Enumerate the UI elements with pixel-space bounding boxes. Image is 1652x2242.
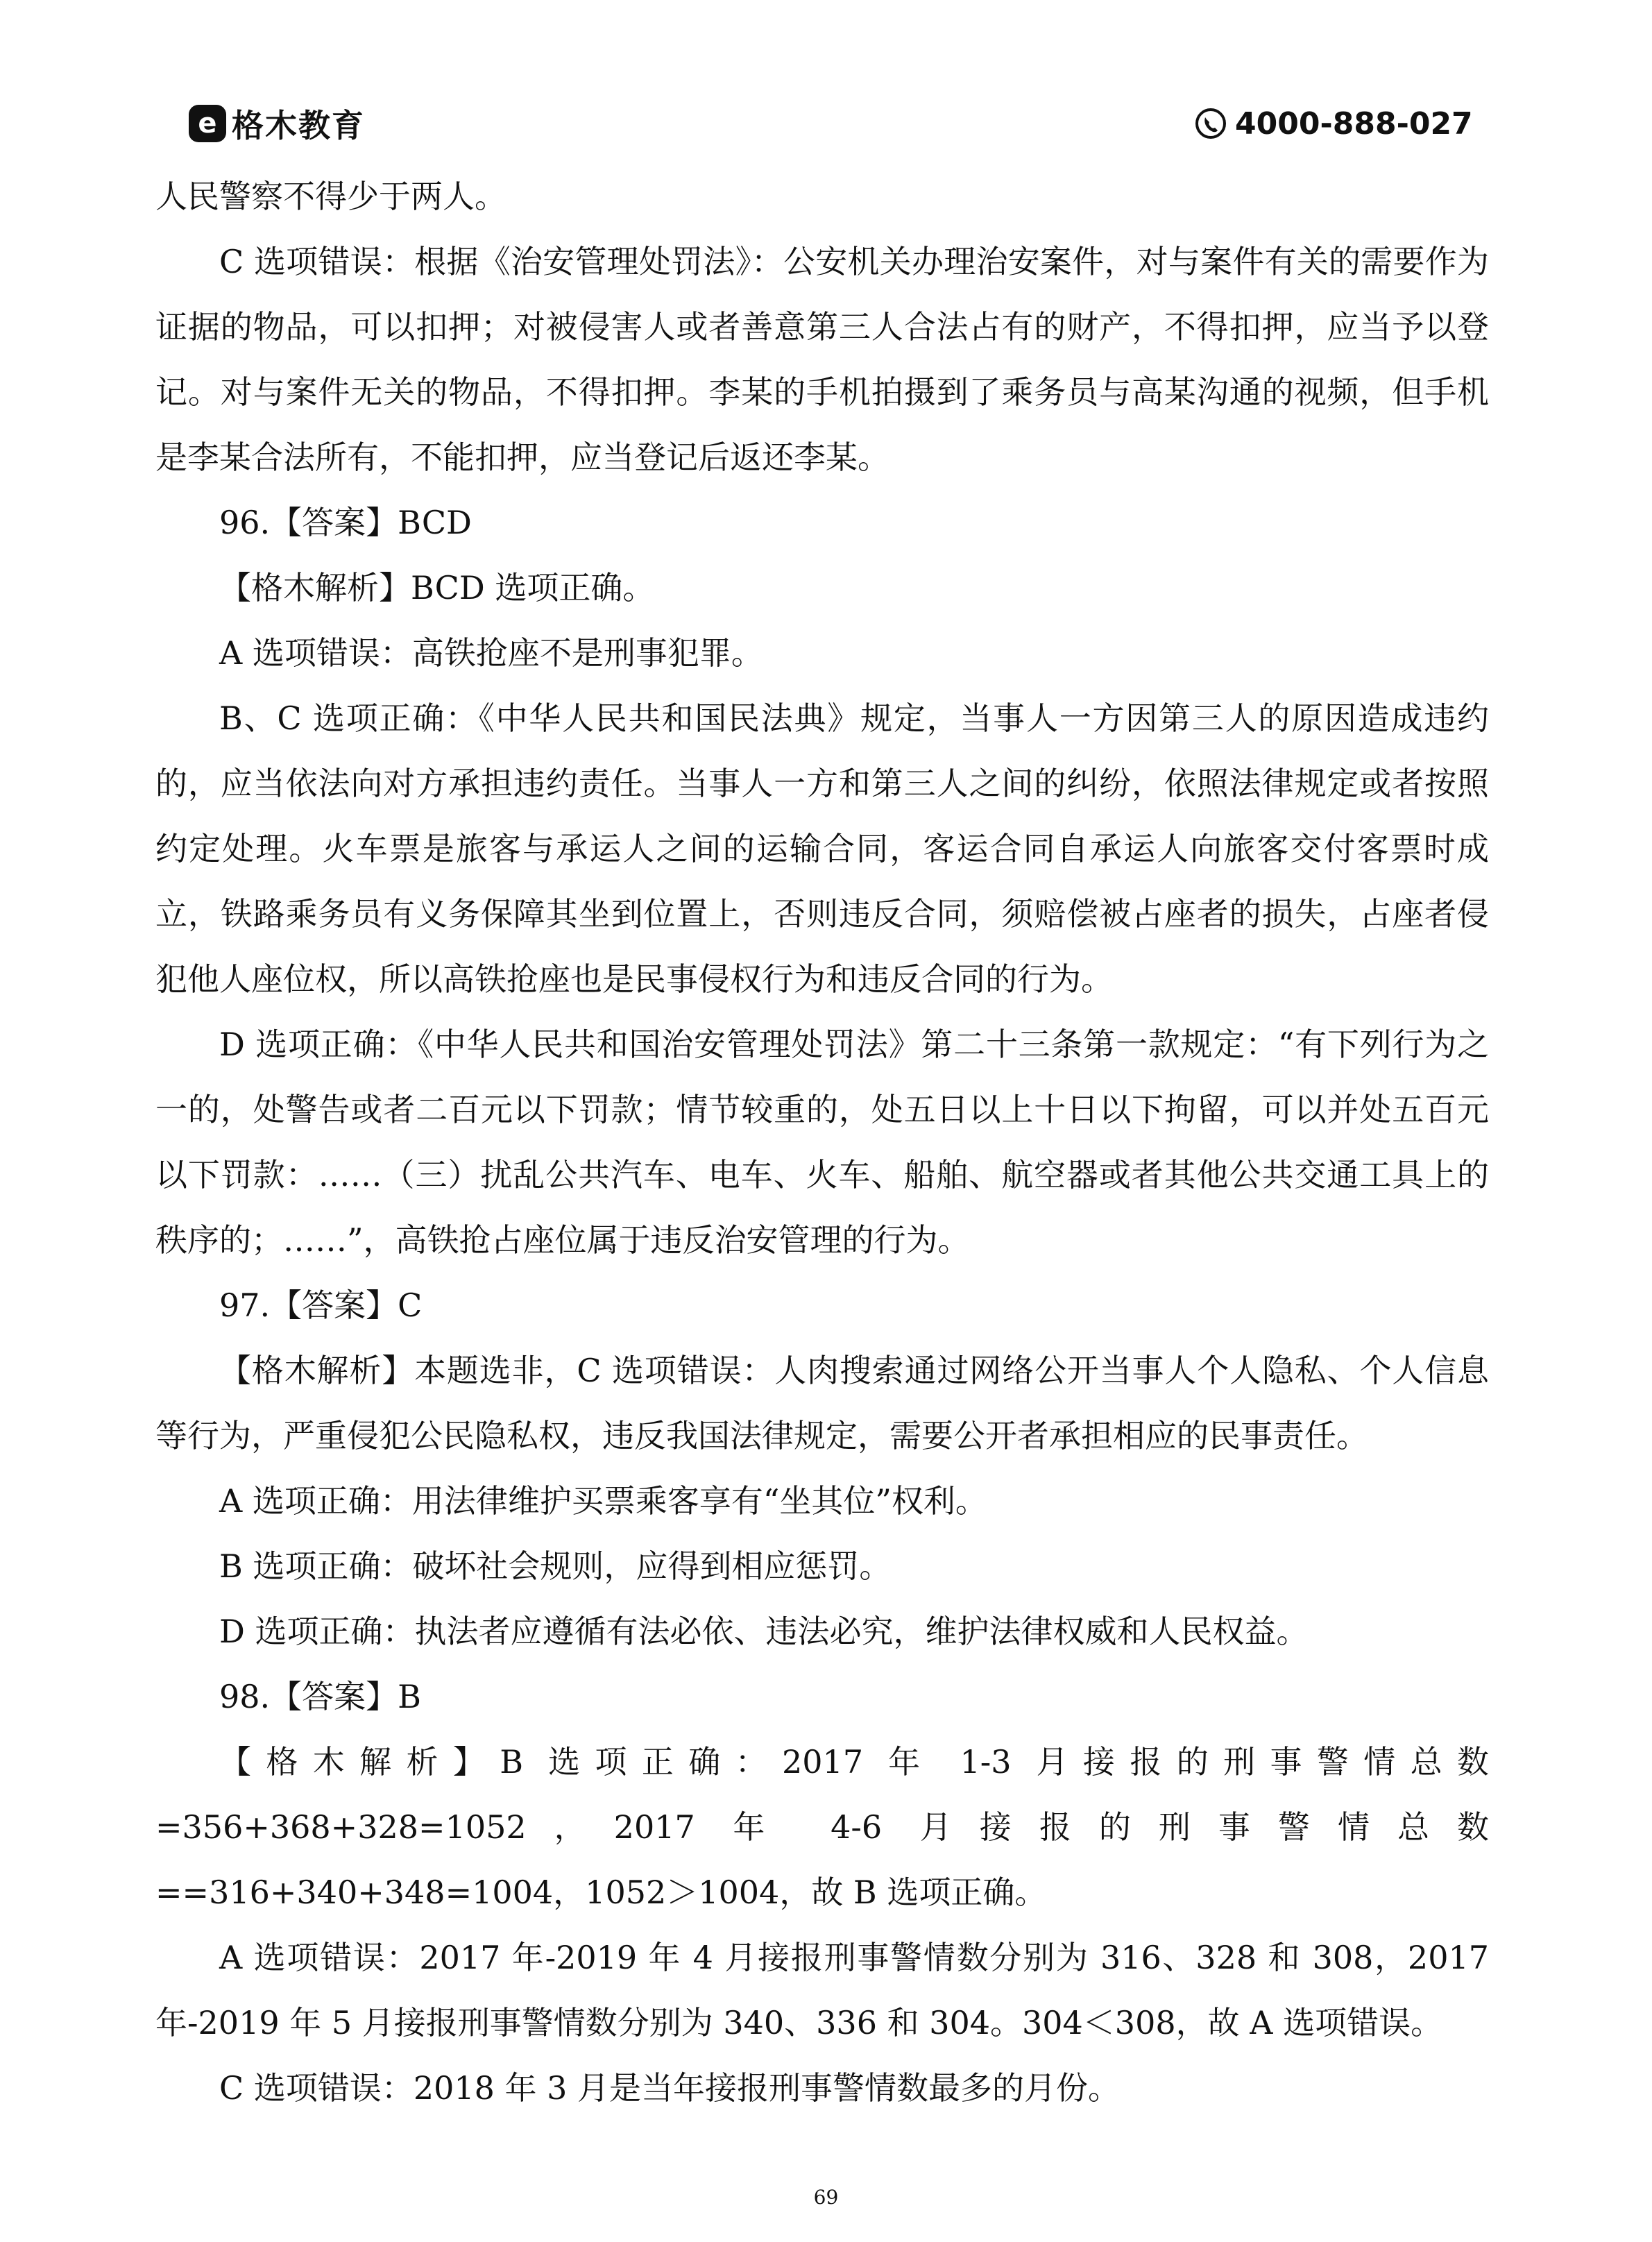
- hotline: [1195, 104, 1473, 143]
- paragraph: 【格木解析】BCD 选项正确。: [219, 569, 655, 606]
- paragraph: C 选项错误：2018 年 3 月是当年接报刑事警情数最多的月份。: [219, 2069, 1121, 2107]
- answer-heading: 97.【答案】C: [219, 1286, 423, 1324]
- answer-heading: 96.【答案】BCD: [219, 504, 472, 541]
- logo-mark-letter: e: [198, 108, 217, 139]
- paragraph: D 选项正确：执法者应遵循有法必依、违法必究，维护法律权威和人民权益。: [219, 1613, 1309, 1650]
- paragraph: 【格木解析】B 选项正确：2017 年 1-3 月接报的刑事警情总数=356+368+328=1052，2017 年 4-6 月接报的刑事警情总数==316+340+348=1004，1052＞1004，故 B 选项正确。: [155, 1743, 1489, 1911]
- paragraph: A 选项错误：高铁抢座不是刑事犯罪。: [219, 634, 763, 672]
- answer-heading: 98.【答案】B: [219, 1678, 421, 1715]
- paragraph: A 选项正确：用法律维护买票乘客享有“坐其位”权利。: [219, 1482, 987, 1520]
- phone-icon: [1195, 108, 1227, 139]
- paragraph: 【格木解析】本题选非，C 选项错误：人肉搜索通过网络公开当事人个人隐私、个人信息等行为，严重侵犯公民隐私权，违反我国法律规定，需要公开者承担相应的民事责任。: [155, 1352, 1489, 1454]
- answer-explanations: [155, 164, 1489, 2121]
- paragraph: D 选项正确：《中华人民共和国治安管理处罚法》第二十三条第一款规定：“有下列行为之一的，处警告或者二百元以下罚款；情节较重的，处五日以上十日以下拘留，可以并处五百元以下罚款：……（三）扰乱公共汽车、电车、火车、船舶、航空器或者其他公共交通工具上的秩序的；……”，高铁抢占座位属于违反治安管理的行为。: [155, 1026, 1489, 1259]
- paragraph: B 选项正确：破坏社会规则，应得到相应惩罚。: [219, 1547, 892, 1585]
- page-number: 69: [813, 2186, 839, 2209]
- logo-mark-icon: [189, 105, 226, 142]
- page-footer: [0, 2186, 1652, 2209]
- brand-logo: [189, 104, 365, 143]
- page-header: [0, 0, 1652, 160]
- paragraph: B、C 选项正确：《中华人民共和国民法典》规定，当事人一方因第三人的原因造成违约的，应当依法向对方承担违约责任。当事人一方和第三人之间的纠纷，依照法律规定或者按照约定处理。火车票是旅客与承运人之间的运输合同，客运合同自承运人向旅客交付客票时成立，铁路乘务员有义务保障其坐到位置上，否则违反合同，须赔偿被占座者的损失，占座者侵犯他人座位权，所以高铁抢座也是民事侵权行为和违反合同的行为。: [155, 699, 1489, 998]
- paragraph: C 选项错误：根据《治安管理处罚法》：公安机关办理治安案件，对与案件有关的需要作为证据的物品，可以扣押；对被侵害人或者善意第三人合法占有的财产，不得扣押，应当予以登记。对与案件无关的物品，不得扣押。李某的手机拍摄到了乘务员与高某沟通的视频，但手机是李某合法所有，不能扣押，应当登记后返还李某。: [155, 243, 1489, 476]
- hotline-number: 4000-888-027: [1235, 105, 1473, 142]
- paragraph: 人民警察不得少于两人。: [155, 178, 506, 215]
- paragraph: A 选项错误：2017 年-2019 年 4 月接报刑事警情数分别为 316、328 和 308，2017 年-2019 年 5 月接报刑事警情数分别为 340、336 和 304。304＜308，故 A 选项错误。: [155, 1939, 1489, 2041]
- logo-text: 格木教育: [232, 107, 365, 144]
